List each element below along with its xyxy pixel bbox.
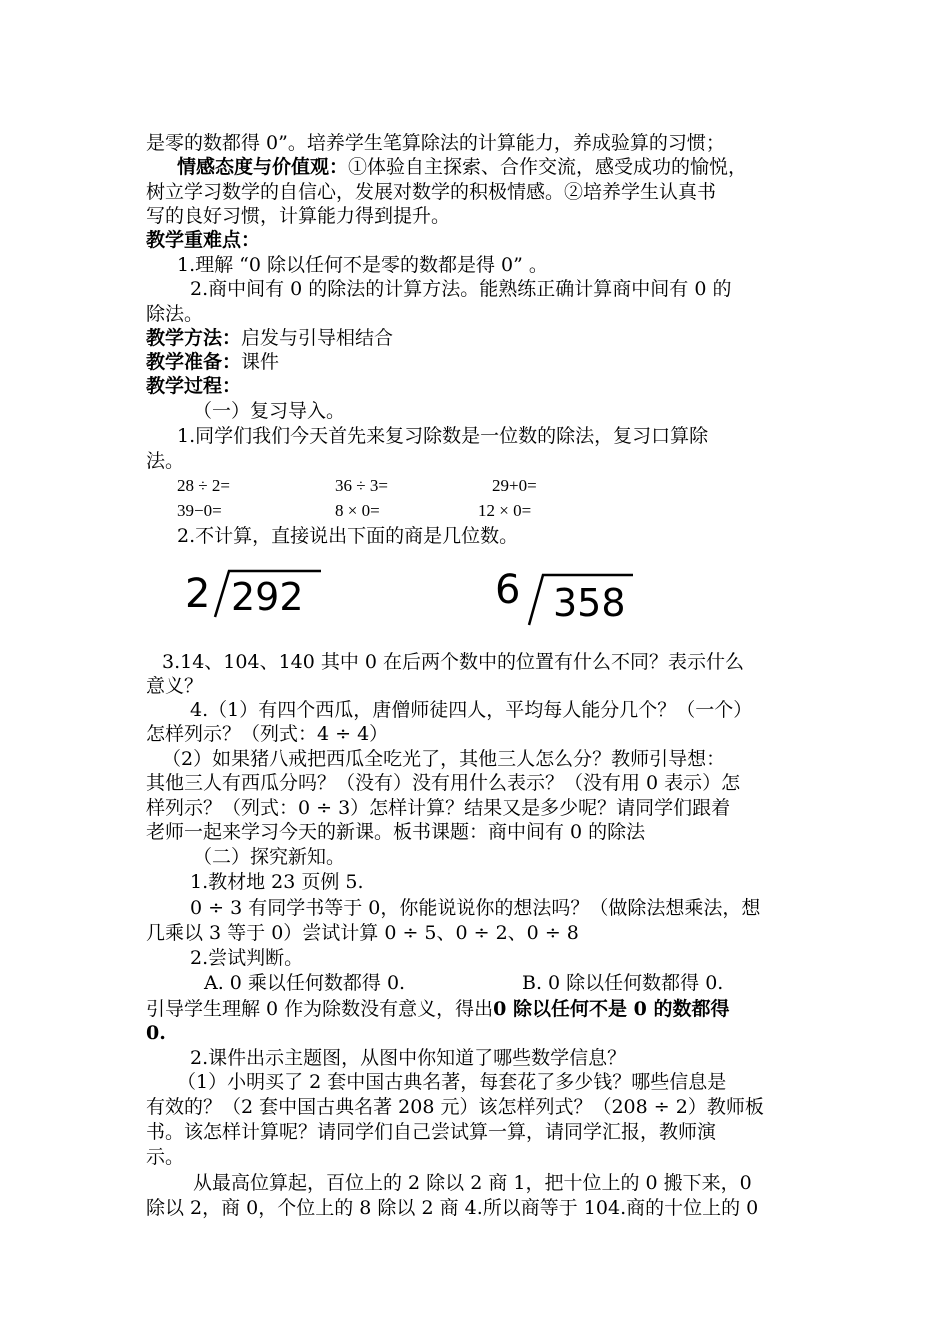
- text-line: 2.商中间有 0 的除法的计算方法。能熟练正确计算商中间有 0 的: [190, 278, 732, 300]
- text-line: 2.尝试判断。: [190, 947, 304, 969]
- text-line: 3.14、104、140 其中 0 在后两个数中的位置有什么不同？表示什么: [162, 651, 745, 673]
- text-line: 是零的数都得 0”。培养学生笔算除法的计算能力，养成验算的习惯；: [146, 132, 725, 154]
- divisor: 2: [185, 571, 211, 617]
- text-line: A. 0 乘以任何数都得 0.: [204, 972, 406, 994]
- math-expression: 39−0=: [177, 501, 222, 520]
- subsection-heading: （二）探究新知。: [193, 846, 346, 868]
- math-expression: 28 ÷ 2=: [177, 476, 230, 495]
- text-span: ①体验自主探索、合作交流，感受成功的愉悦，: [348, 156, 748, 178]
- text-line: 怎样列示？（列式：4 ÷ 4）: [146, 723, 389, 745]
- text-span: 启发与引导相结合: [241, 327, 394, 349]
- text-line: 从最高位算起，百位上的 2 除以 2 商 1，把十位上的 0 搬下来，0: [193, 1172, 752, 1194]
- dividend: 358: [553, 581, 626, 625]
- text-line: 1.同学们我们今天首先来复习除数是一位数的除法，复习口算除: [177, 425, 709, 447]
- divisor: 6: [495, 567, 521, 613]
- long-division-figure: [495, 565, 645, 630]
- text-line: 样列示？（列式：0 ÷ 3）怎样计算？结果又是多少呢？请同学们跟着: [146, 797, 731, 819]
- text-line: 示。: [146, 1146, 185, 1168]
- text-span: 引导学生理解 0 作为除数没有意义，得出: [146, 998, 494, 1020]
- text-line: 1.教材地 23 页例 5.: [190, 871, 364, 893]
- section-heading: 教学方法：: [146, 327, 242, 349]
- text-line: 书。该怎样计算呢？请同学们自己尝试算一算，请同学汇报，教师演: [146, 1121, 717, 1143]
- math-expression: 12 × 0=: [478, 501, 532, 520]
- section-label: 情感态度与价值观：: [177, 156, 349, 178]
- text-line: 其他三人有西瓜分吗？（没有）没有用什么表示？（没有用 0 表示）怎: [146, 772, 741, 794]
- text-line: [146, 326, 393, 350]
- text-line: [177, 155, 747, 179]
- text-line: （1）小明买了 2 套中国古典名著，每套花了多少钱？哪些信息是: [177, 1071, 727, 1093]
- text-line: 法。: [146, 450, 185, 472]
- text-line: 几乘以 3 等于 0）尝试计算 0 ÷ 5、0 ÷ 2、0 ÷ 8: [146, 922, 579, 944]
- text-line: 除法。: [146, 303, 204, 325]
- conclusion-text: 0 除以任何不是 0 的数都得: [493, 998, 730, 1020]
- text-line: 2.不计算，直接说出下面的商是几位数。: [177, 525, 519, 547]
- math-expression: 36 ÷ 3=: [335, 476, 388, 495]
- text-line: 树立学习数学的自信心，发展对数学的积极情感。②培养学生认真书: [146, 181, 717, 203]
- dividend: 292: [231, 575, 304, 619]
- long-division-figure: [185, 565, 335, 625]
- text-line: 写的良好习惯，计算能力得到提升。: [146, 205, 451, 227]
- section-heading: 教学重难点：: [146, 229, 261, 251]
- math-expression: 29+0=: [492, 476, 537, 495]
- text-line: 4.（1）有四个西瓜，唐僧师徒四人，平均每人能分几个？（一个）: [190, 699, 753, 721]
- section-heading: 教学准备：: [146, 351, 242, 373]
- text-line: 1.理解 “0 除以任何不是零的数都是得 0” 。: [177, 254, 548, 276]
- text-line: [146, 997, 729, 1021]
- math-expression: 8 × 0=: [335, 501, 380, 520]
- text-line: 意义？: [146, 675, 204, 697]
- text-line: （2）如果猪八戒把西瓜全吃光了，其他三人怎么分？教师引导想：: [162, 748, 726, 770]
- subsection-heading: （一）复习导入。: [193, 400, 346, 422]
- conclusion-text: 0.: [146, 1022, 166, 1044]
- section-heading: 教学过程：: [146, 375, 242, 397]
- text-line: B. 0 除以任何数都得 0.: [522, 972, 724, 994]
- text-line: 除以 2，商 0，个位上的 8 除以 2 商 4.所以商等于 104.商的十位上的 0: [146, 1197, 759, 1219]
- text-line: [146, 350, 279, 374]
- text-line: 老师一起来学习今天的新课。板书课题：商中间有 0 的除法: [146, 821, 646, 843]
- text-span: 课件: [241, 351, 280, 373]
- text-line: 0 ÷ 3 有同学书等于 0，你能说说你的想法吗？（做除法想乘法，想: [190, 897, 761, 919]
- text-line: 有效的？（2 套中国古典名著 208 元）该怎样列式？（208 ÷ 2）教师板: [146, 1096, 764, 1118]
- text-line: 2.课件出示主题图，从图中你知道了哪些数学信息？: [190, 1047, 627, 1069]
